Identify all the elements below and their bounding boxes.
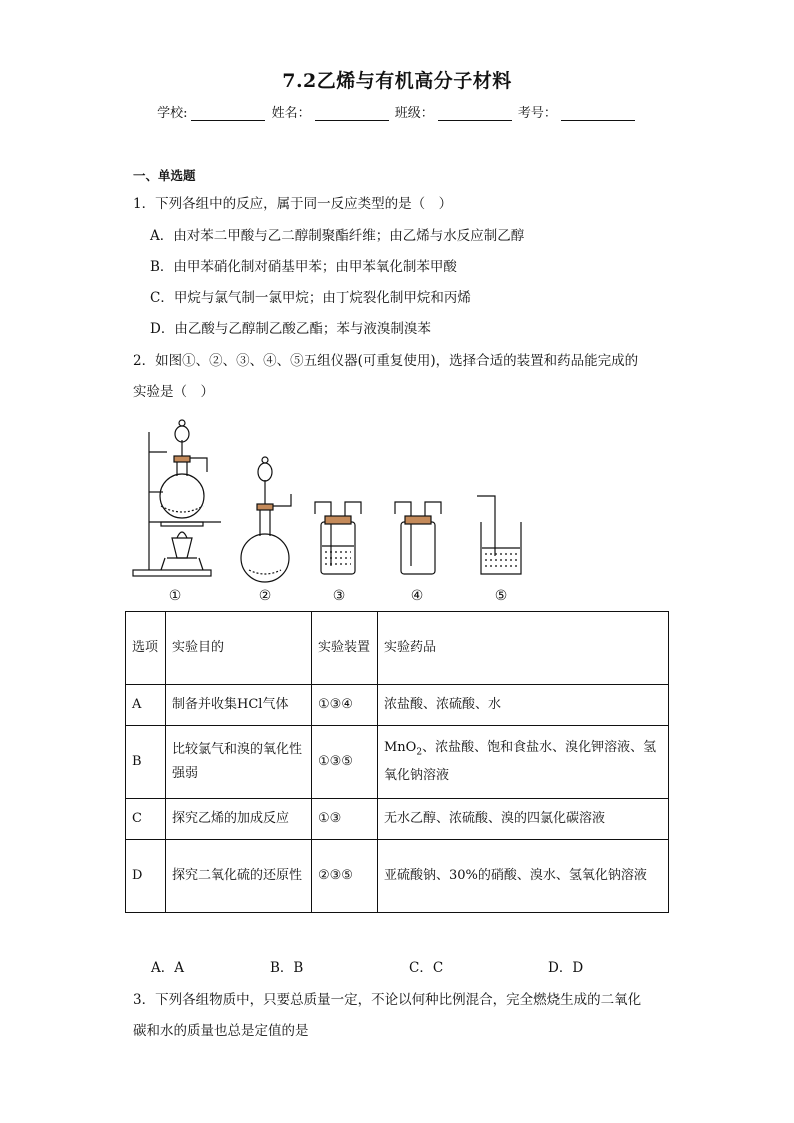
apparatus-label-1: ①: [168, 588, 182, 604]
q1-option-b: B．由甲苯硝化制对硝基甲苯；由甲苯氧化制苯甲酸: [150, 259, 457, 275]
class-blank: [438, 107, 512, 121]
page-title: 7.2乙烯与有机高分子材料: [282, 70, 512, 92]
experiment-table: [125, 611, 669, 913]
mno2-subscript: 2: [416, 747, 423, 758]
table-row: [126, 726, 669, 799]
name-label: 姓名：: [271, 106, 311, 121]
row-reagents: 无水乙醇、浓硫酸、溴的四氯化碳溶液: [378, 799, 669, 840]
school-label: 学校:: [157, 106, 188, 121]
row-option: B: [126, 726, 166, 799]
row-device: ②③⑤: [312, 840, 378, 913]
row-goal: 比较氯气和溴的氧化性强弱: [166, 726, 312, 799]
apparatus-label-4: ④: [410, 588, 424, 604]
q3-stem-line1: 3．下列各组物质中，只要总质量一定，不论以何种比例混合，完全燃烧生成的二氧化: [133, 992, 642, 1008]
row-goal: 制备并收集HCl气体: [166, 685, 312, 726]
apparatus-label-5: ⑤: [494, 588, 508, 604]
row-goal: 探究乙烯的加成反应: [166, 799, 312, 840]
q1-stem: 1．下列各组中的反应，属于同一反应类型的是（ ）: [133, 196, 453, 212]
apparatus-4-gas-bottle: [395, 502, 441, 574]
row-reagents: 亚硫酸钠、30%的硝酸、溴水、氢氧化钠溶液: [378, 840, 669, 913]
class-label: 班级：: [394, 106, 434, 121]
apparatus-1-flask-stand: [133, 420, 221, 576]
q1-option-a: A．由对苯二甲酸与乙二醇制聚酯纤维；由乙烯与水反应制乙醇: [150, 228, 525, 244]
row-option: D: [126, 840, 166, 913]
table-row: [126, 840, 669, 913]
q3-stem-line2: 碳和水的质量也总是定值的是: [133, 1023, 309, 1039]
row-goal: 探究二氧化硫的还原性: [166, 840, 312, 913]
student-info-row: [0, 102, 794, 121]
row-device: ①③④: [312, 685, 378, 726]
q2-answer-b: B．B: [270, 960, 304, 976]
q2-answer-a: A．A: [151, 960, 184, 976]
row-reagents: [378, 726, 669, 799]
table-header: 选项: [126, 612, 166, 685]
row-option: A: [126, 685, 166, 726]
name-blank: [315, 107, 389, 121]
q2-answer-c: C．C: [409, 960, 444, 976]
table-header: 实验药品: [378, 612, 669, 685]
q2-stem-line1: 2．如图①、②、③、④、⑤五组仪器(可重复使用)，选择合适的装置和药品能完成的: [133, 353, 639, 369]
school-blank: [191, 107, 265, 121]
exam-number-label: 考号：: [517, 106, 557, 121]
table-row: [126, 799, 669, 840]
mno2-formula: MnO: [384, 739, 417, 755]
row-device: ①③: [312, 799, 378, 840]
apparatus-3-wash-bottle: [315, 502, 361, 574]
row-reagents-rest: 、浓盐酸、饱和食盐水、溴化钾溶液、氢氧化钠溶液: [384, 739, 657, 784]
table-header: 实验目的: [166, 612, 312, 685]
section-heading: 一、单选题: [133, 168, 196, 183]
q2-stem-line2: 实验是（ ）: [133, 384, 214, 400]
table-header-row: [126, 612, 669, 685]
table-header: 实验装置: [312, 612, 378, 685]
q1-option-d: D．由乙酸与乙醇制乙酸乙酯；苯与液溴制溴苯: [150, 321, 431, 337]
apparatus-5-beaker: [477, 496, 521, 574]
row-option: C: [126, 799, 166, 840]
apparatus-figure: [125, 418, 685, 608]
q2-answer-d: D．D: [548, 960, 584, 976]
table-row: [126, 685, 669, 726]
row-reagents: 浓盐酸、浓硫酸、水: [378, 685, 669, 726]
apparatus-2-flask-funnel: [241, 457, 291, 582]
apparatus-label-3: ③: [332, 588, 346, 604]
q1-option-c: C．甲烷与氯气制一氯甲烷；由丁烷裂化制甲烷和丙烯: [150, 290, 471, 306]
row-device: ①③⑤: [312, 726, 378, 799]
apparatus-label-2: ②: [258, 588, 272, 604]
exam-number-blank: [561, 107, 635, 121]
